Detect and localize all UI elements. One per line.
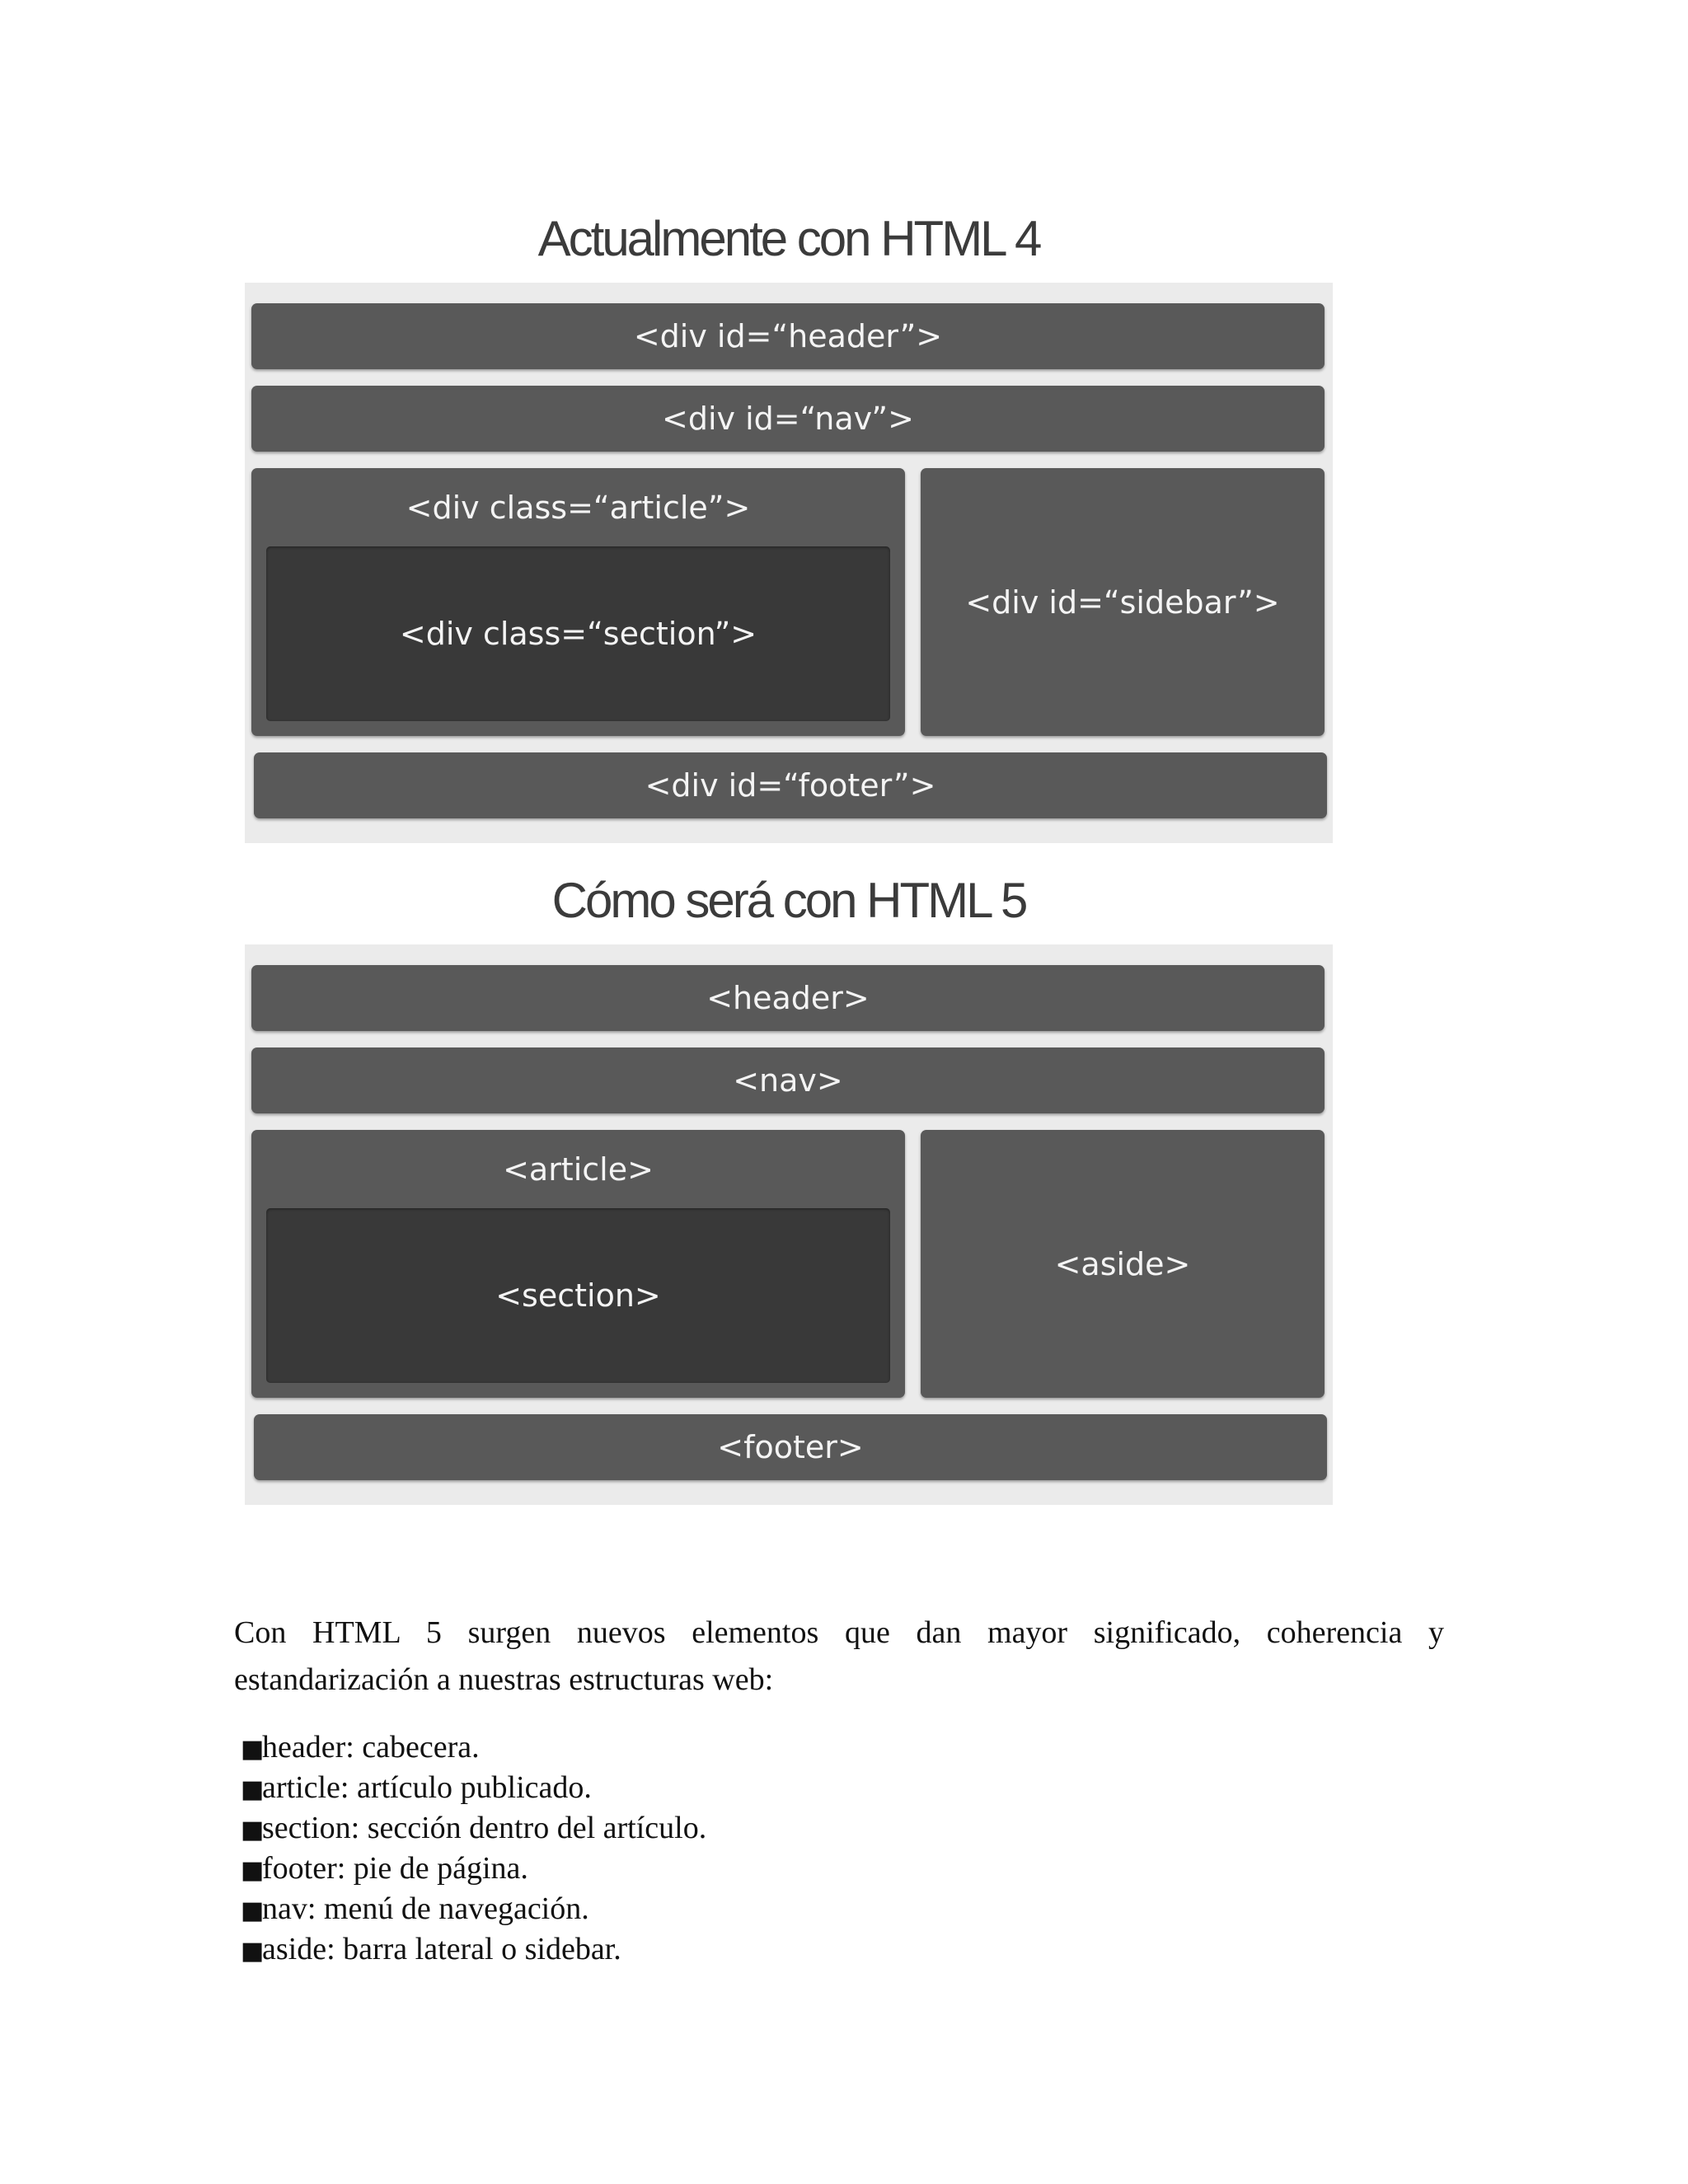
html5-article-box [251,1130,905,1398]
html4-sidebar-box: <div id=“sidebar”> [921,468,1325,736]
square-bullet-icon: ■ [241,1735,265,1764]
list-item: ■footer: pie de página. [241,1849,1312,1890]
feature-list [241,1728,1312,1971]
html5-layout-diagram [245,944,1333,1505]
intro-paragraph: Con HTML 5 surgen nuevos elementos que dan mayor significado, coherencia y estandarización a nuestras estructuras web: [234,1615,1444,1697]
html4-article-box [251,468,905,736]
square-bullet-icon: ■ [241,1896,265,1925]
html5-diagram-title: Cómo será con HTML 5 [551,873,1026,928]
html5-article-label: <article> [503,1151,654,1188]
html4-layout-diagram [245,283,1333,843]
html4-nav-box: <div id=“nav”> [251,386,1325,452]
html5-nav-box: <nav> [251,1047,1325,1113]
html5-footer-box: <footer> [254,1414,1327,1480]
html5-section-box: <section> [266,1208,890,1383]
list-item: ■aside: barra lateral o sidebar. [241,1930,1312,1971]
square-bullet-icon: ■ [241,1937,265,1966]
list-item: ■header: cabecera. [241,1728,1312,1769]
html4-header-box: <div id=“header”> [251,303,1325,369]
html4-footer-box: <div id=“footer”> [254,752,1327,818]
html4-diagram-title: Actualmente con HTML 4 [537,211,1040,266]
html5-header-box: <header> [251,965,1325,1031]
html4-section-box: <div class=“section”> [266,546,890,721]
list-item: ■nav: menú de navegación. [241,1890,1312,1930]
square-bullet-icon: ■ [241,1775,265,1804]
list-item: ■section: sección dentro del artículo. [241,1809,1312,1849]
html5-aside-box: <aside> [921,1130,1325,1398]
square-bullet-icon: ■ [241,1816,265,1844]
list-item: ■article: artículo publicado. [241,1769,1312,1809]
html4-article-label: <div class=“article”> [406,490,751,526]
square-bullet-icon: ■ [241,1856,265,1885]
